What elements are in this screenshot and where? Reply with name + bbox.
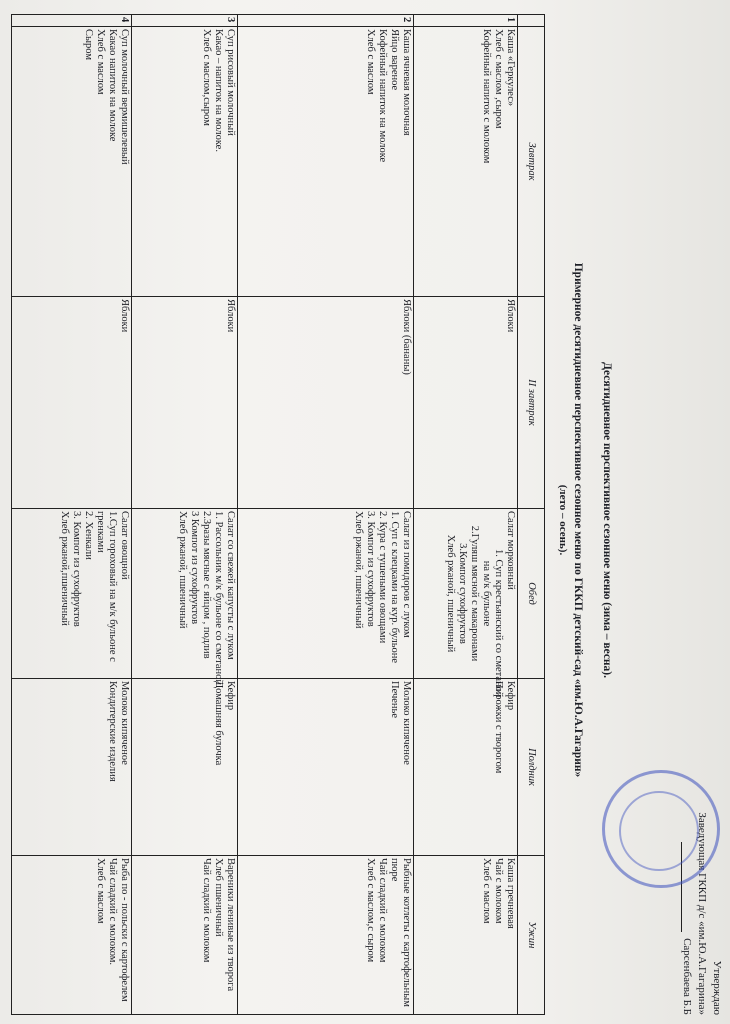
cell-snack: Кефир Пирожки с творогом: [414, 679, 518, 856]
cell-second-breakfast: Яблоки: [414, 297, 518, 509]
day-number: 4: [12, 15, 132, 27]
header-lunch: Обед: [518, 509, 545, 679]
cell-breakfast: Суп молочный вермишелевый Какао напиток на молоке Хлеб с маслом Сыром: [12, 27, 132, 297]
document-titles: [556, 240, 614, 800]
day-number: 1: [414, 15, 518, 27]
cell-breakfast: Каша ячневая молочная Яйцо вареное Кофейный напиток на молоке Хлеб с маслом: [238, 27, 414, 297]
cell-snack: Кефир Домашняя булочка: [132, 679, 238, 856]
day-number: 2: [238, 15, 414, 27]
cell-second-breakfast: Яблоки: [132, 297, 238, 509]
table-row: [414, 15, 518, 1015]
cell-second-breakfast: Яблоки (бананы): [238, 297, 414, 509]
header-second-breakfast: II завтрак: [518, 297, 545, 509]
header-breakfast: Завтрак: [518, 27, 545, 297]
cell-snack: Молоко кипяченое Кондитерские изделия: [12, 679, 132, 856]
cell-snack: Молоко кипяченое Печенье: [238, 679, 414, 856]
cell-dinner: Каша гречневая Чай с молоком Хлеб с маслом: [414, 856, 518, 1015]
header-snack: Полдник: [518, 679, 545, 856]
cell-lunch: Салат овощной 1.Суп гороховый на м/к бульоне с гренками 2. Хенкали 3. Компот из сухофруктов Хлеб ржаной,пшеничный: [12, 509, 132, 679]
cell-dinner: Вареники ленивые из творога Хлеб пшеничный Чай сладкий с молоком: [132, 856, 238, 1015]
approval-position: Заведующая ГККП д/с «им.Ю.А.Гагарина»: [696, 812, 708, 1015]
day-number: 3: [132, 15, 238, 27]
seal-stamp: [602, 770, 720, 888]
document-subtitle: Примерное десятидневное перспективное сезонное меню по ГККП детский-сад «им.Ю.А.Гагарин»: [572, 262, 584, 778]
document-season: (лето – осень).: [557, 484, 569, 556]
table-row: [238, 15, 414, 1015]
menu-table: [11, 14, 545, 1015]
cell-lunch: Салат из помидоров с луком 1. Суп с клецками на кур. бульоне 2. Кура с тушеными овощами 3. Компот из сухофруктов Хлеб ржаной, пшеничный: [238, 509, 414, 679]
cell-dinner: Рыба по - польски с картофелем Чай сладкий с молоком. Хлеб с маслом: [12, 856, 132, 1015]
table-row: [12, 15, 132, 1015]
header-dinner: Ужин: [518, 856, 545, 1015]
table-row: [132, 15, 238, 1015]
header-num: [518, 15, 545, 27]
cell-lunch: Салат со свежей капусты с луком 1. Рассольник м/к бульоне со сметаной 2.Зразы мясные с яйцом , подлив 3 Компот из сухофруктов Хлеб ржаной, пшеничный: [132, 509, 238, 679]
approval-title: Утверждаю: [711, 960, 723, 1015]
cell-lunch: Салат морковный 1. Суп крестьянский со сметаной на м/к бульоне 2.Гуляш мясной с макаронами 3.Компот сухофруктов Хлеб ржаной, пшеничный: [414, 509, 518, 679]
approval-signature: Сарсенбаева Б.Б: [679, 615, 694, 1015]
cell-dinner: Рыбные котлеты с картофельным пюре Чай сладкий с молоком Хлеб с маслом,с сыром: [238, 856, 414, 1015]
document-title: Десятидневное перспективное сезонное меню (зима – весна).: [601, 361, 613, 679]
cell-breakfast: Суп рисовый молочный Какао – напиток на молоке. Хлеб с маслом,сыром: [132, 27, 238, 297]
cell-breakfast: Каша «Геркулес» Хлеб с маслом ,сыром Кофейный напиток с молоком: [414, 27, 518, 297]
cell-second-breakfast: Яблоки: [12, 297, 132, 509]
table-header-row: [518, 15, 545, 1015]
